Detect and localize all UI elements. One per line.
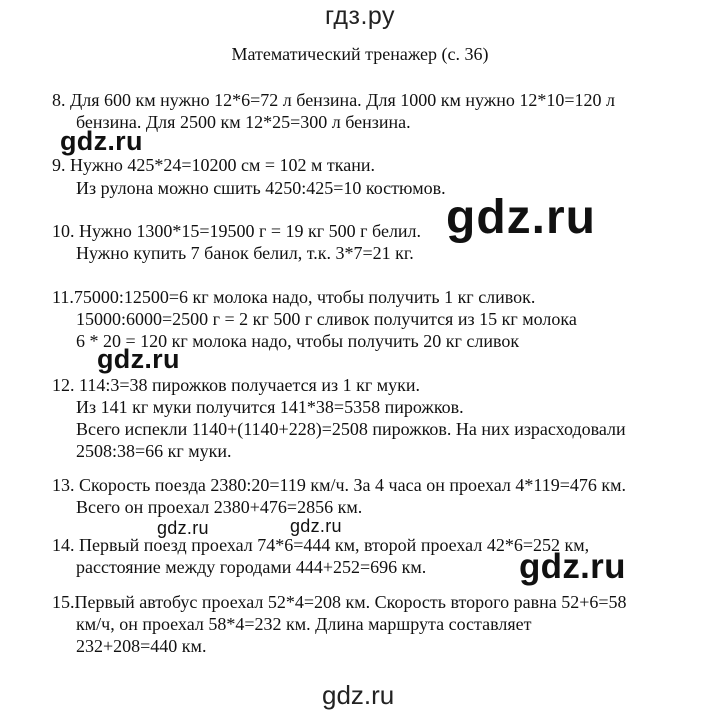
watermark: gdz.ru (446, 191, 596, 244)
task-10-line-1: 10. Нужно 1300*15=19500 г = 19 кг 500 г белил. (52, 221, 422, 241)
task-11-line-2: 15000:6000=2500 г = 2 кг 500 г сливок получится из 15 кг молока (76, 309, 577, 329)
watermark: gdz.ru (97, 344, 180, 374)
task-12-line-2: Из 141 кг муки получится 141*38=5358 пирожков. (76, 397, 464, 417)
task-12-line-4: 2508:38=66 кг муки. (76, 441, 232, 461)
task-8-line-2: бензина. Для 2500 км 12*25=300 л бензина. (76, 112, 411, 132)
task-12-line-3: Всего испекли 1140+(1140+228)=2508 пирожков. На них израсходовали (76, 419, 626, 439)
page-title: Математический тренажер (с. 36) (231, 44, 489, 64)
task-8-line-1: 8. Для 600 км нужно 12*6=72 л бензина. Для 1000 км нужно 12*10=120 л (52, 90, 615, 110)
task-15-line-1: 15.Первый автобус проехал 52*4=208 км. Скорость второго равна 52+6=58 (52, 592, 627, 612)
site-header: гдз.ру (324, 2, 396, 30)
task-10-line-2: Нужно купить 7 банок белил, т.к. 3*7=21 кг. (76, 243, 414, 263)
task-13-line-1: 13. Скорость поезда 2380:20=119 км/ч. За 4 часа он проехал 4*119=476 км. (52, 475, 627, 495)
task-13-line-2: Всего он проехал 2380+476=2856 км. (76, 497, 363, 517)
task-14-line-2: расстояние между городами 444+252=696 км. (76, 557, 427, 577)
task-12-line-1: 12. 114:3=38 пирожков получается из 1 кг муки. (52, 375, 420, 395)
task-9-line-1: 9. Нужно 425*24=10200 см = 102 м ткани. (52, 155, 375, 175)
watermark: gdz.ru (290, 516, 342, 536)
watermark: gdz.ru (60, 126, 143, 156)
watermark: gdz.ru (157, 518, 209, 538)
watermark: gdz.ru (519, 547, 626, 586)
task-15-line-3: 232+208=440 км. (76, 636, 207, 656)
task-9-line-2: Из рулона можно сшить 4250:425=10 костюмов. (76, 178, 446, 198)
task-11-line-1: 11.75000:12500=6 кг молока надо, чтобы получить 1 кг сливок. (52, 287, 536, 307)
site-footer: gdz.ru (322, 680, 395, 710)
task-14-line-1: 14. Первый поезд проехал 74*6=444 км, второй проехал 42*6=252 км, (52, 535, 590, 555)
task-15-line-2: км/ч, он проехал 58*4=232 км. Длина маршрута составляет (76, 614, 532, 634)
task-11-line-3: 6 * 20 = 120 кг молока надо, чтобы получить 20 кг сливок (76, 331, 520, 351)
